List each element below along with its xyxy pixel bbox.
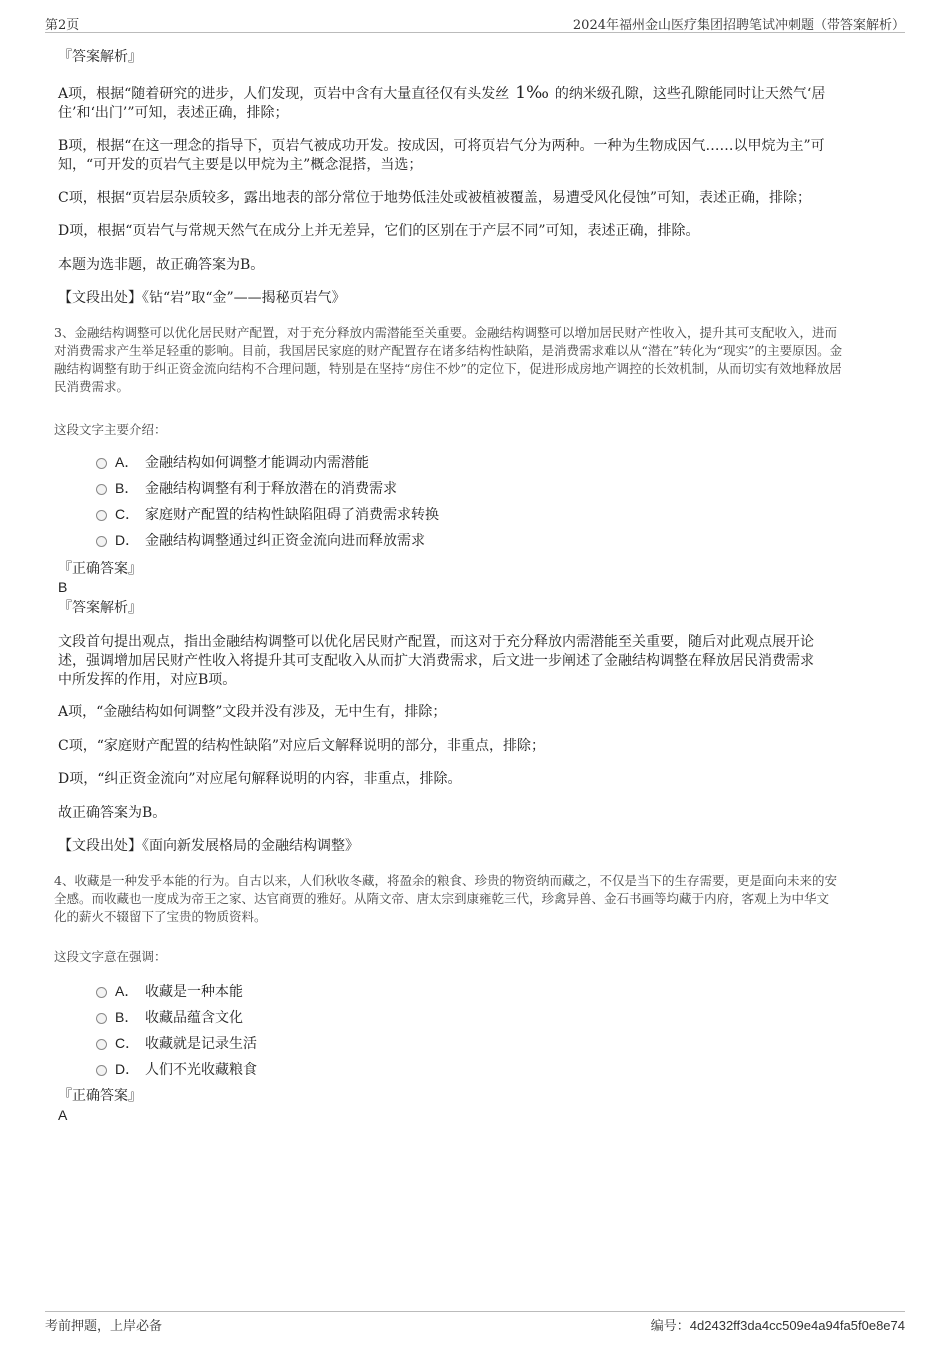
q2-analysis-a-line2: 住’和‘出门’”可知，表述正确，排除； (58, 105, 289, 121)
q2-analysis-d: D项，根据“页岩气与常规天然气在成分上并无差异，它们的区别在于产层不同”可知，表述正确，排除。 (58, 223, 700, 239)
option-text: 收藏就是记录生活 (145, 1036, 257, 1052)
q4-answer: A (58, 1107, 68, 1123)
option-text: 金融结构调整有利于释放潜在的消费需求 (145, 481, 397, 497)
q3-question (54, 324, 899, 396)
q3-conclusion: 故正确答案为B。 (58, 805, 167, 821)
q2-a-text-post: 的纳米级孔隙，这些孔隙能同时让天然气‘居 (554, 86, 826, 102)
q3-analysis-label: 『答案解析』 (58, 600, 142, 616)
option-letter: B． (115, 480, 139, 496)
q3-question-line: 对消费需求产生举足轻重的影响。目前，我国居民家庭的财产配置存在诸多结构性缺陷，是消费需求难以从“潜在”转化为“现实”的主要原因。金 (54, 343, 843, 358)
q3-option-d[interactable] (96, 530, 425, 550)
option-letter: D． (115, 532, 140, 548)
q2-analysis-b (58, 137, 890, 175)
q3-question-line: 3、金融结构调整可以优化居民财产配置，对于充分释放内需潜能至关重要。金融结构调整可以增加居民财产性收入，提升其可支配收入，进而 (54, 325, 837, 340)
q3-answer: B (58, 579, 68, 595)
q4-option-d[interactable] (96, 1059, 257, 1079)
q4-answer-label: 『正确答案』 (58, 1088, 142, 1104)
q3-analysis (58, 633, 890, 690)
q4-option-c[interactable] (96, 1033, 257, 1053)
option-letter: A． (115, 454, 139, 470)
option-text: 人们不光收藏粮食 (145, 1062, 257, 1078)
q2-source: 【文段出处】《钻“岩”取“金”——揭秘页岩气》 (58, 290, 346, 306)
q3-analysis-c: C项，“家庭财产配置的结构性缺陷”对应后文解释说明的部分，非重点，排除； (58, 738, 546, 754)
q3-question-line: 融结构调整有助于纠正资金流向结构不合理问题，特别是在坚持“房住不炒”的定位下，促进形成房地产调控的长效机制，从而切实有效地释放居 (54, 361, 842, 376)
page-footer (45, 1311, 905, 1334)
q2-analysis-b-line1: B项，根据“在这一理念的指导下，页岩气被成功开发。按成因，可将页岩气分为两种。一种为生物成因气……以甲烷为主”可 (58, 138, 825, 154)
option-letter: C． (115, 1035, 140, 1051)
radio-button-icon[interactable] (96, 484, 107, 495)
q3-analysis-line: 述，强调增加居民财产性收入将提升其可支配收入从而扩大消费需求，后文进一步阐述了金融结构调整在释放居民消费需求 (58, 653, 814, 669)
page-number: 第2页 (45, 18, 80, 33)
page-header (45, 14, 905, 33)
q2-analysis-label: 『答案解析』 (58, 49, 142, 65)
q2-a-text-pre: A项，根据“随着研究的进步，人们发现，页岩中含有大量直径仅有头发丝 (58, 86, 510, 102)
document-title: 2024年福州金山医疗集团招聘笔试冲刺题（带答案解析） (572, 18, 905, 33)
q3-answer-label: 『正确答案』 (58, 561, 142, 577)
permille-symbol: 1‰ (515, 83, 549, 103)
q4-question-line: 4、收藏是一种发乎本能的行为。自古以来，人们秋收冬藏，将盈余的粮食、珍贵的物资纳而藏之，不仅是当下的生存需要，更是面向未来的安 (54, 873, 837, 888)
code-value: 4d2432ff3da4cc509e4a94fa5f0e8e74 (689, 1318, 905, 1333)
q3-source: 【文段出处】《面向新发展格局的金融结构调整》 (58, 838, 359, 854)
option-text: 收藏品蕴含文化 (145, 1010, 243, 1026)
q3-prompt: 这段文字主要介绍： (54, 422, 167, 437)
radio-button-icon[interactable] (96, 536, 107, 547)
option-letter: A． (115, 983, 139, 999)
q4-question-line: 全感。而收藏也一度成为帝王之家、达官商贾的雅好。从隋文帝、唐太宗到康雍乾三代，珍禽异兽、金石书画等均藏于内府，客观上为中华文 (54, 891, 830, 906)
radio-button-icon[interactable] (96, 1013, 107, 1024)
radio-button-icon[interactable] (96, 1039, 107, 1050)
option-letter: D． (115, 1061, 140, 1077)
q3-question-line: 民消费需求。 (54, 379, 130, 394)
q3-analysis-line: 中所发挥的作用，对应B项。 (58, 672, 237, 688)
q3-analysis-d: D项，“纠正资金流向”对应尾句解释说明的内容，非重点，排除。 (58, 771, 462, 787)
q3-analysis-a: A项，“金融结构如何调整”文段并没有涉及，无中生有，排除； (58, 704, 447, 720)
q4-question (54, 872, 899, 926)
q2-analysis-a-line1 (58, 84, 890, 104)
option-letter: B． (115, 1009, 139, 1025)
q3-option-b[interactable] (96, 478, 397, 498)
footer-slogan: 考前押题，上岸必备 (45, 1319, 163, 1334)
q2-analysis-b-line2: 知，“可开发的页岩气主要是以甲烷为主”概念混搭，当选； (58, 157, 423, 173)
q4-prompt: 这段文字意在强调： (54, 949, 167, 964)
q2-analysis-c: C项，根据“页岩层杂质较多，露出地表的部分常位于地势低洼处或被植被覆盖，易遭受风化侵蚀”可知，表述正确，排除； (58, 190, 812, 206)
q4-question-line: 化的薪火不辍留下了宝贵的物质资料。 (54, 909, 267, 924)
q3-analysis-line: 文段首句提出观点，指出金融结构调整可以优化居民财产配置，而这对于充分释放内需潜能至关重要，随后对此观点展开论 (58, 634, 814, 650)
option-letter: C． (115, 506, 140, 522)
radio-button-icon[interactable] (96, 1065, 107, 1076)
option-text: 收藏是一种本能 (145, 984, 243, 1000)
q2-analysis-a (58, 84, 890, 123)
q4-option-a[interactable] (96, 981, 243, 1001)
q3-option-a[interactable] (96, 452, 369, 472)
document-code (651, 1315, 905, 1334)
radio-button-icon[interactable] (96, 510, 107, 521)
q4-option-b[interactable] (96, 1007, 243, 1027)
radio-button-icon[interactable] (96, 458, 107, 469)
radio-button-icon[interactable] (96, 987, 107, 998)
option-text: 家庭财产配置的结构性缺陷阻碍了消费需求转换 (145, 507, 439, 523)
option-text: 金融结构调整通过纠正资金流向进而释放需求 (145, 533, 425, 549)
option-text: 金融结构如何调整才能调动内需潜能 (145, 455, 369, 471)
q3-option-c[interactable] (96, 504, 439, 524)
q2-conclusion: 本题为选非题，故正确答案为B。 (58, 257, 265, 273)
code-label: 编号： (650, 1319, 690, 1334)
